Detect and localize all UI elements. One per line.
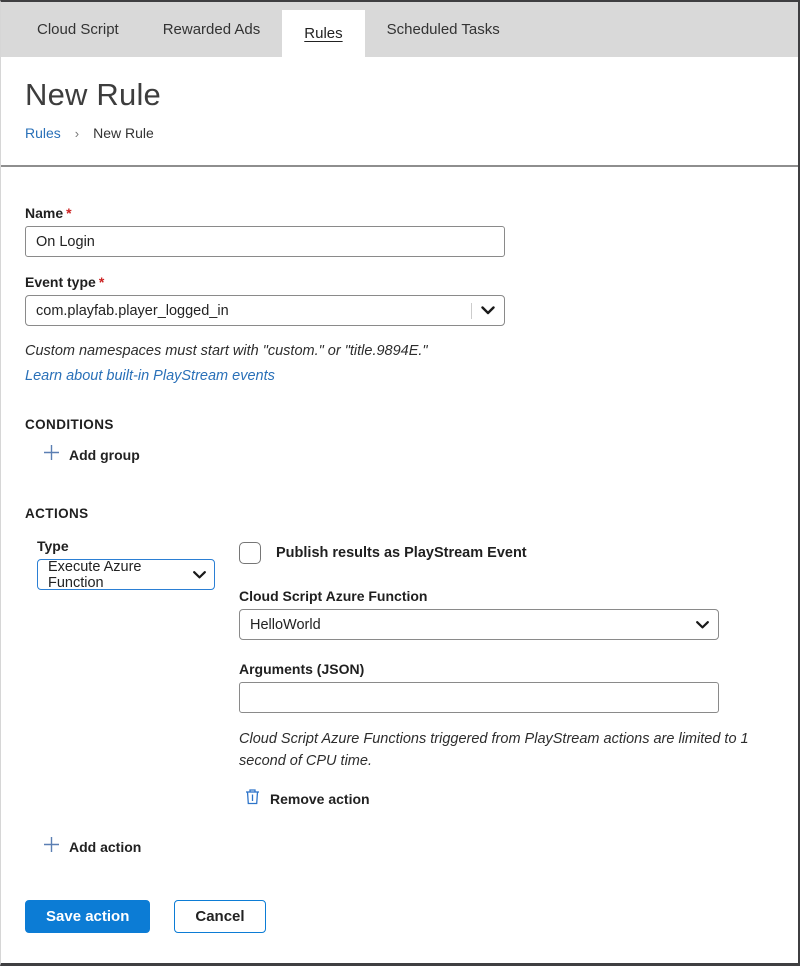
remove-action-label: Remove action: [270, 790, 370, 807]
add-group-label: Add group: [69, 447, 140, 463]
cancel-button[interactable]: Cancel: [174, 900, 265, 933]
plus-icon: [43, 444, 60, 466]
save-action-button[interactable]: Save action: [25, 900, 150, 933]
remove-action-button[interactable]: [239, 788, 370, 810]
breadcrumb: [25, 125, 774, 141]
chevron-down-icon: [472, 306, 504, 315]
breadcrumb-current: New Rule: [93, 125, 154, 141]
action-details-column: [239, 538, 774, 810]
publish-results-label: Publish results as PlayStream Event: [276, 545, 527, 561]
name-label: [25, 205, 774, 221]
name-label-text: Name: [25, 205, 64, 221]
page-title: New Rule: [25, 77, 161, 112]
publish-results-row: [239, 542, 774, 564]
page-header: [1, 57, 798, 141]
azure-function-label: Cloud Script Azure Function: [239, 588, 428, 604]
conditions-heading: CONDITIONS: [25, 417, 114, 432]
name-required-marker: *: [66, 205, 72, 221]
actions-heading: ACTIONS: [25, 506, 89, 521]
event-type-label-text: Event type: [25, 274, 96, 290]
action-type-column: [25, 538, 239, 810]
event-type-required-marker: *: [98, 274, 105, 290]
publish-results-checkbox[interactable]: [239, 542, 261, 564]
cpu-time-note: Cloud Script Azure Functions triggered from PlayStream actions are limited to 1 second of CPU time.: [239, 731, 749, 770]
event-type-selected-value: com.playfab.player_logged_in: [36, 302, 229, 319]
plus-icon: [43, 836, 60, 858]
add-action-label: Add action: [69, 838, 142, 855]
chevron-down-icon: [185, 571, 214, 579]
action-type-selected-value: Execute Azure Function: [48, 558, 142, 591]
name-input[interactable]: [25, 226, 505, 257]
name-field-group: [25, 205, 774, 257]
event-type-label: [25, 274, 774, 290]
chevron-down-icon: [687, 621, 718, 629]
arguments-input[interactable]: [239, 682, 719, 713]
breadcrumb-rules-link[interactable]: Rules: [25, 125, 61, 141]
tab-scheduled-tasks[interactable]: Scheduled Tasks: [386, 21, 500, 38]
event-type-select[interactable]: [25, 295, 505, 326]
azure-function-selected-value: HelloWorld: [250, 616, 321, 633]
namespace-hint: Custom namespaces must start with "custom." or "title.9894E.": [25, 343, 428, 359]
trash-icon: [245, 788, 260, 810]
add-group-button[interactable]: [25, 444, 140, 466]
azure-function-select[interactable]: [239, 609, 719, 640]
arguments-label: Arguments (JSON): [239, 661, 365, 677]
action-type-select[interactable]: [37, 559, 215, 590]
event-type-field-group: [25, 274, 774, 326]
playstream-events-link[interactable]: Learn about built-in PlayStream events: [25, 368, 275, 384]
tab-rules[interactable]: Rules: [282, 10, 364, 57]
tab-cloud-script[interactable]: Cloud Script: [37, 21, 119, 38]
rule-form: [1, 167, 798, 933]
action-editor: [25, 538, 774, 810]
tab-bar: [1, 2, 798, 57]
form-buttons: [25, 900, 774, 933]
type-label: Type: [37, 538, 69, 554]
breadcrumb-separator-icon: ›: [74, 125, 80, 141]
add-action-button[interactable]: [25, 836, 141, 858]
tab-rewarded-ads[interactable]: Rewarded Ads: [162, 21, 261, 38]
